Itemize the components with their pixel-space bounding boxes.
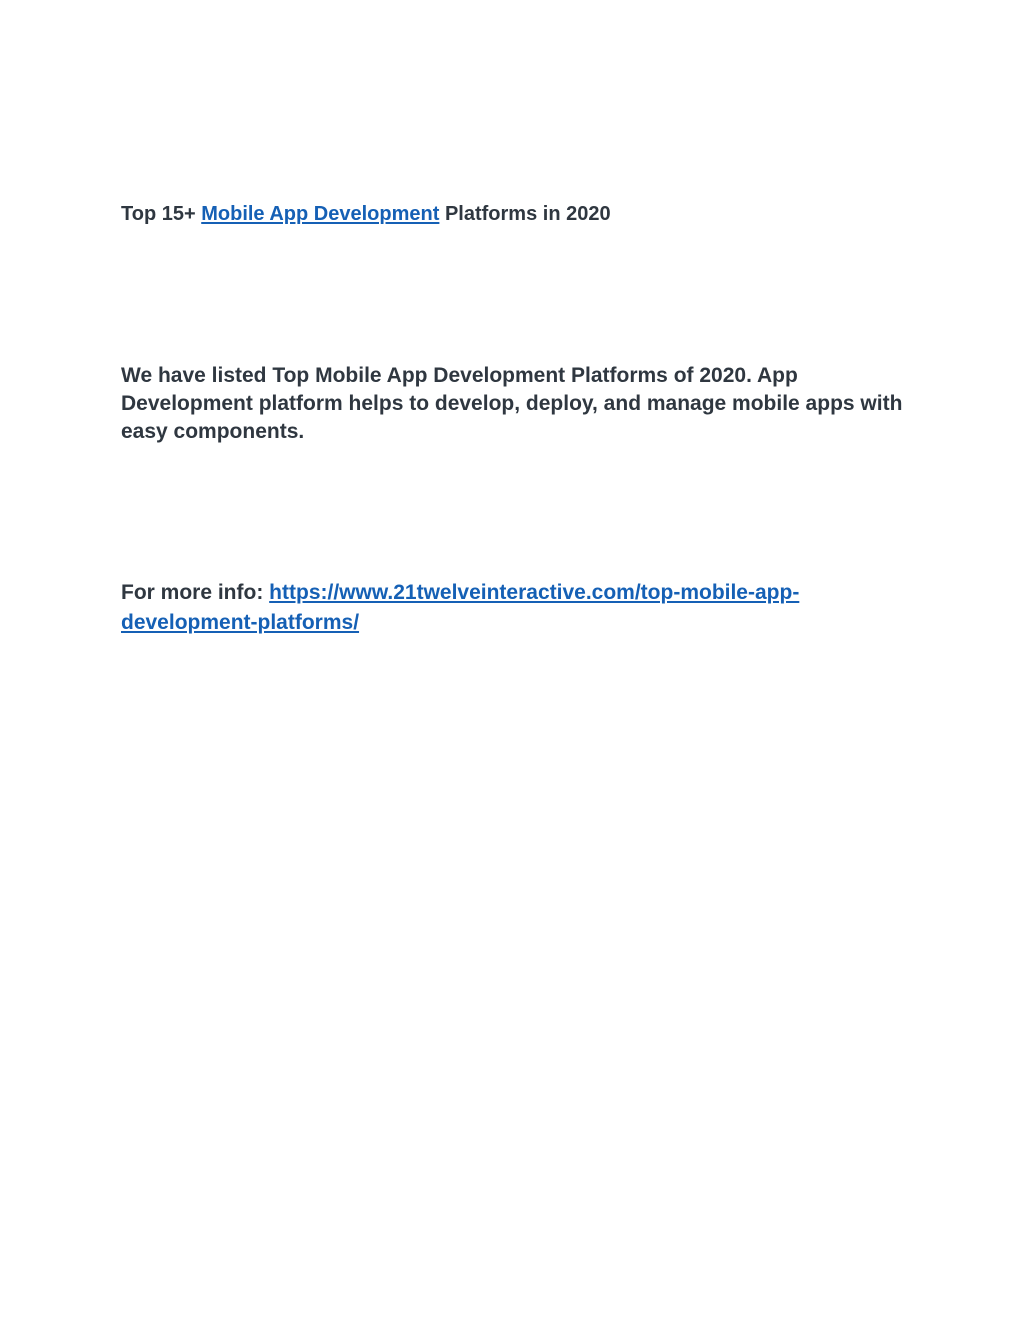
more-info-paragraph: [121, 578, 911, 638]
title-suffix: Platforms in 2020: [444, 203, 611, 225]
page-title: [121, 200, 921, 228]
more-info-url-link[interactable]: https://www.21twelveinteractive.com/top-mobile-app-development-platforms/: [121, 581, 800, 634]
title-prefix: Top 15+: [121, 203, 196, 225]
mobile-app-development-link[interactable]: Mobile App Development: [201, 203, 440, 225]
intro-paragraph: We have listed Top Mobile App Development Platforms of 2020. App Development platform helps to develop, deploy, and manage mobile apps with easy components.: [121, 364, 903, 443]
more-info-label: For more info:: [121, 581, 264, 604]
